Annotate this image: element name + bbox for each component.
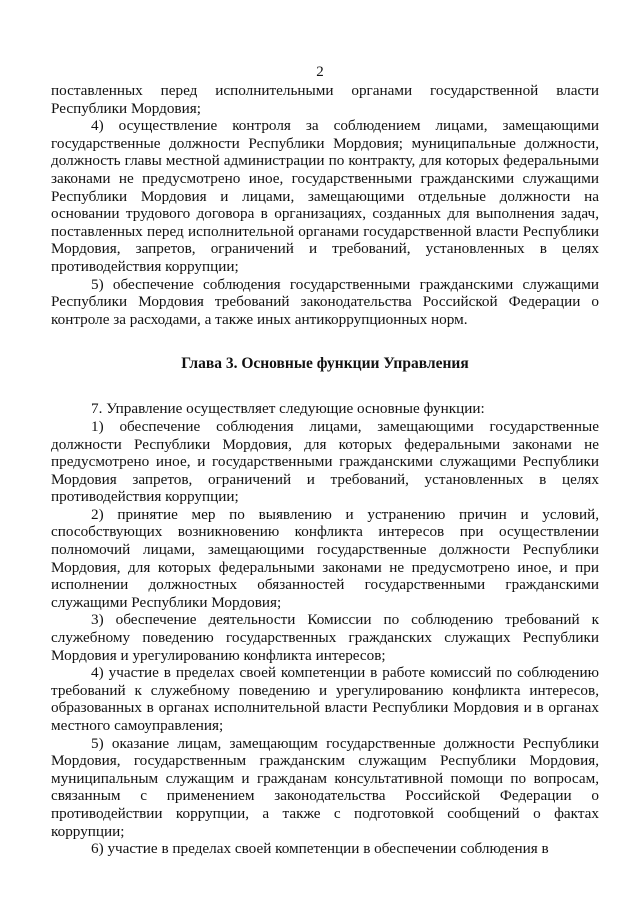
paragraph: 4) участие в пределах своей компетенции в работе комиссий по соблюдению требований к служебному поведению и урегулированию конфликта интересов, образованных в органах исполнительной власти Республики Мордовия и в органах местного самоуправления;	[51, 664, 599, 734]
section-after-chapter	[51, 400, 599, 857]
paragraph: 4) осуществление контроля за соблюдением лицами, замещающими государственные должности Республики Мордовия; муниципальные должности, должность главы местной администрации по контракту, для которых федеральными законами не предусмотрено иное, государственными гражданскими служащими Республики Мордовия и лицами, замещающими отдельные должности на основании трудового договора в организациях, созданных для выполнения задач, поставленных перед исполнительной органами государственной власти Республики Мордовия, запретов, ограничений и требований, установленных в целях противодействия коррупции;	[51, 117, 599, 275]
paragraph: 6) участие в пределах своей компетенции в обеспечении соблюдения в	[91, 840, 549, 858]
paragraph: 1) обеспечение соблюдения лицами, замещающими государственные должности Республики Мордовия, для которых федеральными законами не предусмотрено иное, и государственными гражданскими служащими Республики Мордовия запретов, ограничений и требований, установленных в целях противодействия коррупции;	[51, 417, 599, 506]
paragraph: поставленных перед исполнительными органами государственной власти Республики Мордовия;	[51, 82, 599, 117]
document-body	[51, 82, 599, 858]
paragraph: 2) принятие мер по выявлению и устранению причин и условий, способствующих возникновению конфликта интересов при осуществлении полномочий лицами, замещающими государственные должности Республики Мордовия, для которых федеральными законами не предусмотрено иное, и при исполнении должностных обязанностей государственными гражданскими служащими Республики Мордовия;	[51, 505, 599, 611]
paragraph: 3) обеспечение деятельности Комиссии по соблюдению требований к служебному поведению государственных гражданских служащих Республики Мордовия и урегулированию конфликта интересов;	[51, 611, 599, 664]
page-number: 2	[316, 64, 324, 80]
chapter-title: Глава 3. Основные функции Управления	[181, 355, 469, 373]
paragraph: 5) оказание лицам, замещающим государственные должности Республики Мордовия, государственным гражданским служащим Республики Мордовия, муниципальным служащим и гражданам консультативной помощи по вопросам, связанным с применением законодательства Российской Федерации о противодействии коррупции, а также с подготовкой сообщений о фактах коррупции;	[51, 734, 599, 840]
paragraph: 5) обеспечение соблюдения государственными гражданскими служащими Республики Мордовия требований законодательства Российской Федерации о контроле за расходами, а также иных антикоррупционных норм.	[51, 275, 599, 328]
paragraph: 7. Управление осуществляет следующие основные функции:	[91, 400, 485, 418]
section-before-chapter	[51, 82, 599, 328]
